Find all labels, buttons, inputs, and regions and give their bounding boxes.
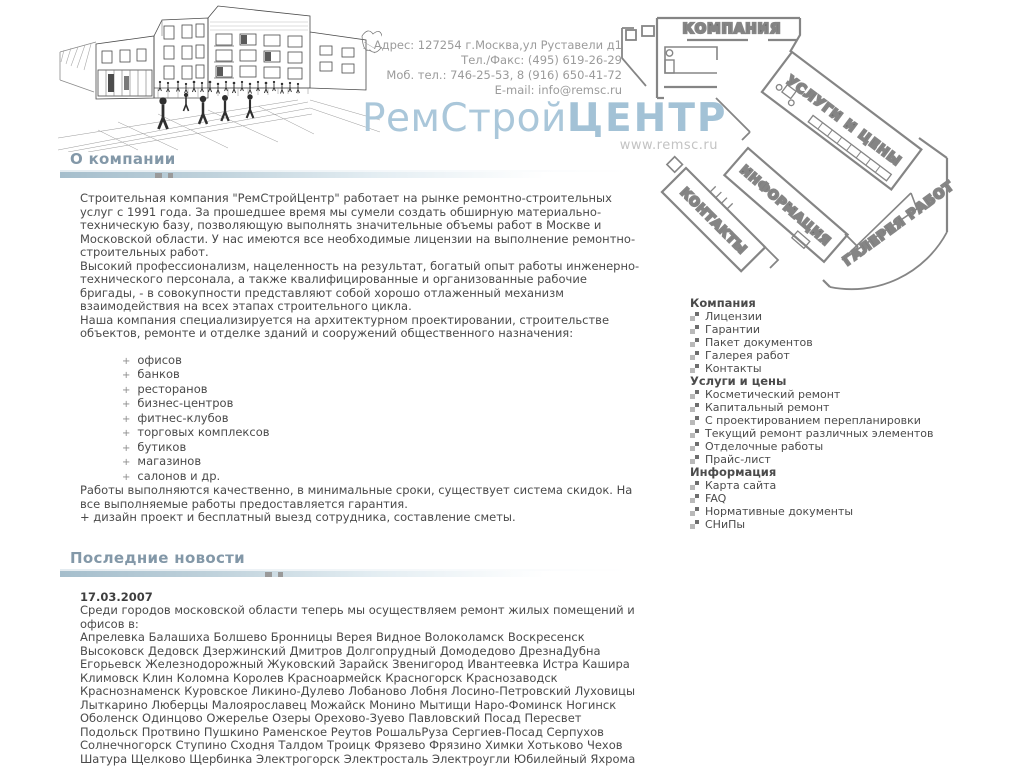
object-type-label: ресторанов	[137, 381, 208, 396]
sidebar-menu-item[interactable]	[690, 336, 1005, 349]
sidebar-item-label: Контакты	[705, 362, 762, 375]
sidebar-section-information-items	[690, 479, 1005, 531]
sidebar-item-label: Гарантии	[705, 323, 761, 336]
news-date: 17.03.2007	[80, 589, 153, 604]
menu-bullet-icon	[690, 481, 699, 490]
menu-bullet-icon	[690, 351, 699, 360]
about-paragraph-2: Высокий профессионализм, нацеленность на результат, богатый опыт работы инженерно-технического персонала, а также квалифицированные и организованные рабочие бригады, - в совокупности представляют собой хорошо отлаженный механизм взаимодействия на всех этапах строительного цикла.	[80, 258, 640, 313]
news-heading-rule	[60, 569, 630, 578]
object-type-item	[122, 470, 642, 485]
sidebar-menu-item[interactable]	[690, 414, 1005, 427]
sidebar-item-label: FAQ	[705, 492, 727, 505]
object-type-label: магазинов	[137, 454, 202, 468]
sidebar-item-label: С проектированием перепланировки	[705, 414, 921, 427]
menu-bullet-icon	[690, 494, 699, 503]
menu-bullet-icon	[690, 455, 699, 464]
sidebar-section-services-items	[690, 388, 1005, 466]
news-cities-list: Апрелевка Балашиха Болшево Бронницы Верея Видное Волоколамск Воскресенск Высоковск Дедовск Дзержинский Дмитров Долгопрудный Домодедово ДрезнаДубна Егорьевск Железнодорожный Жуковский Зарайск Звенигород Ивантеевка Истра Кашира Климовск Клин Коломна Королев Красноармейск Красногорск Краснозаводск Краснознаменск Куровское Ликино-Дулево Лобаново Лобня Лосино-Петровский Луховицы Лыткарино Люберцы Малоярославец Можайск Монино Мытищи Наро-Фоминск Ногинск Оболенск Одинцово Ожерелье Озеры Орехово-Зуево Павловский Посад Пересвет Подольск Протвино Пушкино Раменское Реутов РошальРуза Сергиев-Посад Серпухов Солнечногорск Ступино Сходня Талдом Троицк Фрязево Фрязино Химки Хотьково Чехов Шатура Щелково Щербинка Электрогорск Электросталь Электроугли Юбилейный Яхрома	[80, 630, 636, 766]
rule-square-icon	[278, 572, 283, 577]
object-type-label: бутиков	[137, 439, 187, 454]
nav-map	[620, 0, 1024, 300]
sidebar-item-label: Карта сайта	[705, 479, 777, 492]
menu-bullet-icon	[690, 390, 699, 399]
sidebar-menu-item[interactable]	[690, 401, 1005, 414]
main-content	[60, 150, 645, 766]
plus-bullet-icon	[122, 383, 130, 398]
rule-square-icon	[168, 173, 173, 178]
sidebar-menu-item[interactable]	[690, 492, 1005, 505]
svg-text:УСЛУГИ И ЦЕНЫ: УСЛУГИ И ЦЕНЫ	[782, 73, 905, 170]
plus-bullet-icon	[122, 397, 130, 412]
object-type-label: торговых комплексов	[137, 425, 270, 439]
contact-email[interactable]: E-mail: info@remsc.ru	[494, 83, 622, 97]
about-paragraph-1: Строительная компания "РемСтройЦентр" работает на рынке ремонтно-строительных услуг с 1991 года. За прошедшее время мы сумели создать обширную материально-техническую базу, позволяющую выполнять значительные объемы работ в Москве и Московской области. У нас имеются все необходимые лицензии на выполнение ремонтно-строительных работ.	[80, 191, 636, 259]
menu-bullet-icon	[690, 520, 699, 529]
sidebar-menu-item[interactable]	[690, 323, 1005, 336]
object-type-item	[122, 441, 642, 456]
sidebar-item-label: Текущий ремонт различных элементов	[705, 427, 934, 440]
sidebar-item-label: Лицензии	[705, 310, 763, 323]
sidebar-item-label: Пакет документов	[705, 336, 813, 349]
sidebar-menu-item[interactable]	[690, 349, 1005, 362]
menu-bullet-icon	[690, 416, 699, 425]
logo-site-url: www.remsc.ru	[619, 138, 718, 153]
sidebar-item-label: Нормативные документы	[705, 505, 854, 518]
menu-bullet-icon	[690, 507, 699, 516]
sidebar-section-title-information: Информация	[690, 465, 777, 479]
svg-text:ГАЛЕРЕЯ РАБОТ: ГАЛЕРЕЯ РАБОТ	[840, 178, 958, 270]
sidebar-menu-item[interactable]	[690, 310, 1005, 323]
menu-bullet-icon	[690, 364, 699, 373]
about-title: О компании	[70, 150, 176, 168]
object-type-label: бизнес-центров	[137, 396, 234, 410]
menu-bullet-icon	[690, 338, 699, 347]
logo-text-remstroy: РемСтрой	[362, 96, 567, 141]
nav-map-company[interactable]	[657, 18, 800, 98]
plus-bullet-icon	[122, 412, 130, 427]
object-type-label: фитнес-клубов	[137, 410, 229, 425]
plus-bullet-icon	[122, 470, 130, 485]
object-type-item	[122, 368, 642, 383]
menu-bullet-icon	[690, 312, 699, 321]
sidebar-section-company-items	[690, 310, 1005, 375]
sidebar-item-label: СНиПы	[705, 518, 746, 531]
menu-bullet-icon	[690, 429, 699, 438]
object-type-label: офисов	[137, 352, 182, 367]
rule-square-icon	[265, 572, 272, 577]
object-type-item	[122, 397, 642, 412]
sidebar-menu	[690, 297, 1005, 531]
menu-bullet-icon	[690, 442, 699, 451]
plus-bullet-icon	[122, 441, 130, 456]
sidebar-menu-item[interactable]	[690, 505, 1005, 518]
news-section	[60, 549, 645, 767]
contact-mobile: Моб. тел.: 746-25-53, 8 (916) 650-41-72	[386, 68, 622, 82]
object-type-item	[122, 383, 642, 398]
sidebar-item-label: Прайс-лист	[705, 453, 771, 466]
object-type-item	[122, 426, 642, 441]
menu-bullet-icon	[690, 325, 699, 334]
svg-text:КОМПАНИЯ: КОМПАНИЯ	[682, 21, 782, 37]
sidebar-menu-item[interactable]	[690, 440, 1005, 453]
contact-address: Адрес: 127254 г.Москва,ул Руставели д1	[373, 38, 622, 52]
sidebar-item-label: Отделочные работы	[705, 440, 824, 453]
sidebar-section-title-services: Услуги и цены	[690, 374, 787, 388]
object-type-item	[122, 354, 642, 369]
sidebar-item-label: Галерея работ	[705, 349, 790, 362]
object-types-list	[122, 354, 642, 485]
contact-info	[318, 38, 622, 98]
contact-phone-fax: Тел./Факс: (495) 619-26-29	[461, 53, 622, 67]
bonus-paragraph: + дизайн проект и бесплатный выезд сотрудника, составление сметы.	[80, 510, 516, 524]
sidebar-menu-item[interactable]	[690, 388, 1005, 401]
object-type-label: банков	[137, 367, 180, 381]
plus-bullet-icon	[122, 426, 130, 441]
about-heading-rule	[60, 170, 630, 179]
news-title: Последние новости	[70, 548, 245, 567]
plus-bullet-icon	[122, 368, 130, 383]
news-intro: Среди городов московской области теперь мы осуществляем ремонт жилых помещений и офисов в:	[80, 603, 635, 631]
object-type-label: салонов и др.	[137, 468, 221, 483]
guarantee-paragraph: Работы выполняются качественно, в минимальные сроки, существует система скидок. На все выполняемые работы предоставляется гарантия.	[80, 483, 633, 511]
plus-bullet-icon	[122, 354, 130, 369]
svg-text:ИНФОРМАЦИЯ: ИНФОРМАЦИЯ	[737, 161, 834, 249]
about-paragraph-3: Наша компания специализируется на архитектурном проектировании, строительстве объектов, ремонте и отделке зданий и сооружений общественного назначения:	[80, 312, 610, 340]
rule-square-icon	[155, 173, 162, 178]
sidebar-item-label: Капитальный ремонт	[705, 401, 830, 414]
sidebar-section-title-company: Компания	[690, 296, 756, 310]
sidebar-item-label: Косметический ремонт	[705, 388, 841, 401]
about-section	[60, 150, 645, 525]
object-type-item	[122, 412, 642, 427]
sidebar-menu-item[interactable]	[690, 427, 1005, 440]
object-type-item	[122, 455, 642, 470]
svg-text:КОНТАКТЫ: КОНТАКТЫ	[677, 184, 751, 257]
sidebar-menu-item[interactable]	[690, 518, 1005, 531]
logo-text-centr: ЦЕНТР	[566, 96, 728, 141]
nav-map-services[interactable]	[762, 52, 921, 189]
menu-bullet-icon	[690, 403, 699, 412]
plus-bullet-icon	[122, 455, 130, 470]
sidebar-menu-item[interactable]	[690, 479, 1005, 492]
